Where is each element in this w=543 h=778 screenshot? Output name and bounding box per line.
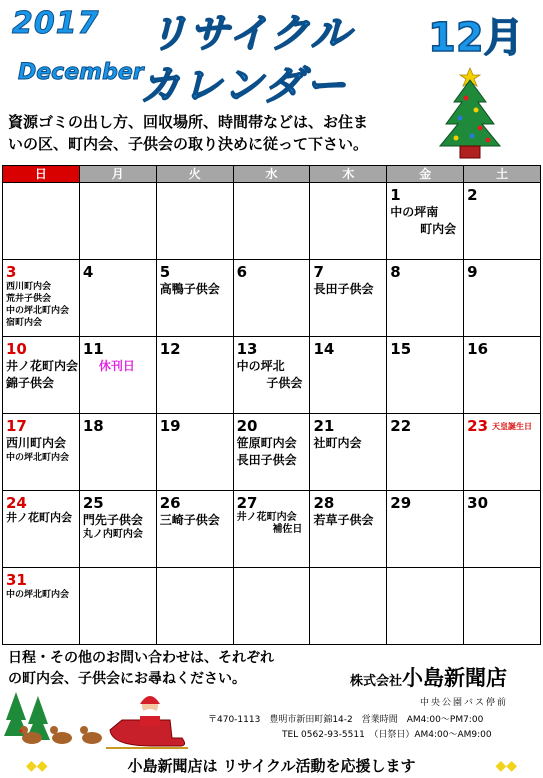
collection-note: 門先子供会 xyxy=(82,513,143,527)
day-number: 25 xyxy=(82,494,104,512)
collection-note: 荒井子供会 xyxy=(6,294,52,304)
day-cell xyxy=(3,414,80,490)
diamond-icon: ◆◆ xyxy=(26,758,48,774)
day-cell-empty xyxy=(157,568,234,644)
day-cell xyxy=(310,260,387,336)
day-cell xyxy=(464,337,540,413)
day-cell xyxy=(464,260,540,336)
title-recycle: リサイクル xyxy=(148,11,353,57)
collection-note: 西川町内会 xyxy=(6,436,67,450)
holiday-label: 天皇誕生日 xyxy=(492,422,533,431)
day-cell xyxy=(387,491,464,567)
diamond-icon: ◆◆ xyxy=(495,758,517,774)
contact-note xyxy=(8,648,338,690)
day-cell-empty xyxy=(80,568,157,644)
day-number: 2 xyxy=(467,186,478,204)
collection-note: 三崎子供会 xyxy=(159,513,220,527)
weekday-tuesday: 火 xyxy=(157,166,234,182)
day-number: 30 xyxy=(467,494,489,512)
collection-note: 中の坪北 xyxy=(236,359,285,373)
day-cell xyxy=(3,260,80,336)
collection-note: 長田子供会 xyxy=(236,453,297,467)
collection-note: 笹原町内会 xyxy=(236,436,297,450)
day-cell xyxy=(387,260,464,336)
day-cell xyxy=(234,491,311,567)
collection-note: 社町内会 xyxy=(313,436,362,450)
calendar-week xyxy=(3,182,540,259)
day-cell xyxy=(157,414,234,490)
day-cell xyxy=(80,337,157,413)
weekday-sunday: 日 xyxy=(3,166,80,182)
day-number: 12 xyxy=(159,340,181,358)
collection-note: 子供会 xyxy=(266,376,303,390)
day-cell-empty xyxy=(3,183,80,259)
intro-line: 資源ゴミの出し方、回収場所、時間帯などは、お住ま xyxy=(8,113,369,131)
day-cell xyxy=(464,491,540,567)
day-number: 17 xyxy=(6,417,27,435)
day-number: 11 xyxy=(82,340,104,358)
company-prefix: 株式会社 xyxy=(350,674,403,689)
day-number: 10 xyxy=(6,340,27,358)
day-number: 28 xyxy=(313,494,335,512)
day-cell xyxy=(464,183,540,259)
day-cell xyxy=(234,337,311,413)
day-cell xyxy=(310,414,387,490)
tel-line: TEL 0562-93-5511 （日祭日）AM4:00～AM9:00 xyxy=(282,730,492,740)
day-number: 19 xyxy=(159,417,181,435)
company-label xyxy=(350,662,507,692)
contact-line: の町内会、子供会にお尋ねください。 xyxy=(8,671,246,687)
footer-slogan: 小島新聞店は リサイクル活動を応援します xyxy=(127,757,416,775)
day-cell-empty xyxy=(157,183,234,259)
day-number: 18 xyxy=(82,417,104,435)
day-number: 4 xyxy=(82,263,94,281)
day-cell xyxy=(3,568,80,644)
day-cell xyxy=(3,337,80,413)
month-japanese: 12月 xyxy=(428,15,524,61)
collection-note: 若草子供会 xyxy=(313,513,374,527)
contact-line: 日程・その他のお問い合わせは、それぞれ xyxy=(8,650,274,666)
day-cell-empty xyxy=(464,568,540,644)
weekday-monday: 月 xyxy=(80,166,157,182)
santa-sleigh-icon xyxy=(2,690,202,752)
day-cell xyxy=(387,337,464,413)
company-address xyxy=(208,713,492,743)
calendar-week xyxy=(3,490,540,567)
day-cell xyxy=(3,491,80,567)
closed-day-note: 休刊日 xyxy=(98,359,135,373)
day-number: 26 xyxy=(159,494,181,512)
day-number: 31 xyxy=(6,571,27,589)
day-cell-empty xyxy=(80,183,157,259)
collection-note: 中の坪北町内会 xyxy=(6,306,70,316)
day-number: 9 xyxy=(467,263,478,281)
day-cell xyxy=(234,260,311,336)
collection-note: 井ノ花町内会 xyxy=(6,359,79,373)
collection-note: 町内会 xyxy=(420,222,457,236)
calendar-header xyxy=(0,0,543,108)
weekday-wednesday: 水 xyxy=(234,166,311,182)
day-cell xyxy=(310,491,387,567)
day-number: 6 xyxy=(236,263,248,281)
day-number: 14 xyxy=(313,340,335,358)
title-calendar: カレンダー xyxy=(140,63,348,109)
calendar-week xyxy=(3,413,540,490)
weekday-friday: 金 xyxy=(387,166,464,182)
day-number: 3 xyxy=(6,263,17,281)
collection-note: 錦子供会 xyxy=(6,376,55,390)
day-number: 22 xyxy=(390,417,412,435)
day-number: 8 xyxy=(390,263,401,281)
calendar-grid xyxy=(2,165,541,645)
collection-note: 中の坪北町内会 xyxy=(6,590,70,600)
day-cell-empty xyxy=(387,568,464,644)
day-number: 27 xyxy=(236,494,258,512)
collection-note: 中の坪北町内会 xyxy=(6,453,70,463)
intro-text xyxy=(8,111,428,155)
bus-stop-note: 中央公園バス停前 xyxy=(420,698,509,708)
day-number: 15 xyxy=(390,340,412,358)
day-number: 29 xyxy=(390,494,412,512)
christmas-tree-icon xyxy=(436,66,504,162)
day-number: 13 xyxy=(236,340,258,358)
day-number: 7 xyxy=(313,263,324,281)
weekday-header-row xyxy=(3,166,540,182)
day-number: 24 xyxy=(6,494,27,512)
company-name: 小島新聞店 xyxy=(402,666,508,690)
day-cell xyxy=(387,183,464,259)
day-number: 16 xyxy=(467,340,489,358)
calendar-week xyxy=(3,567,540,644)
collection-note: 井ノ花町内会 xyxy=(236,512,297,523)
day-cell-empty xyxy=(310,568,387,644)
intro-line: いの区、町内会、子供会の取り決めに従って下さい。 xyxy=(8,135,369,153)
day-cell xyxy=(80,260,157,336)
day-cell xyxy=(157,337,234,413)
day-cell-empty xyxy=(234,183,311,259)
day-number: 21 xyxy=(313,417,335,435)
day-number: 1 xyxy=(390,186,401,204)
calendar-week xyxy=(3,336,540,413)
day-cell xyxy=(157,491,234,567)
weekday-saturday: 土 xyxy=(464,166,540,182)
collection-note: 宿町内会 xyxy=(6,318,43,328)
month-english: December xyxy=(18,60,144,85)
calendar-week xyxy=(3,259,540,336)
collection-note: 丸ノ内町内会 xyxy=(82,529,143,540)
collection-note: 高鴨子供会 xyxy=(159,282,220,296)
collection-note: 補佐日 xyxy=(272,524,303,535)
day-cell-empty xyxy=(310,183,387,259)
day-cell xyxy=(157,260,234,336)
collection-note: 井ノ花町内会 xyxy=(6,511,72,524)
day-number: 5 xyxy=(159,263,171,281)
day-number: 20 xyxy=(236,417,258,435)
day-cell xyxy=(80,491,157,567)
day-cell xyxy=(234,414,311,490)
day-cell-empty xyxy=(234,568,311,644)
address-line: 〒470-1113 豊明市新田町錦14-2 営業時間 AM4:00～PM7:00 xyxy=(208,715,484,725)
weekday-thursday: 木 xyxy=(310,166,387,182)
year-title: 2017 xyxy=(12,6,100,41)
day-cell xyxy=(464,414,540,490)
day-cell xyxy=(80,414,157,490)
day-cell xyxy=(387,414,464,490)
footer-banner xyxy=(0,755,543,778)
collection-note: 中の坪南 xyxy=(390,205,439,219)
collection-note: 西川町内会 xyxy=(6,282,52,292)
collection-note: 長田子供会 xyxy=(313,282,374,296)
day-number: 23 xyxy=(467,417,489,435)
day-cell xyxy=(310,337,387,413)
